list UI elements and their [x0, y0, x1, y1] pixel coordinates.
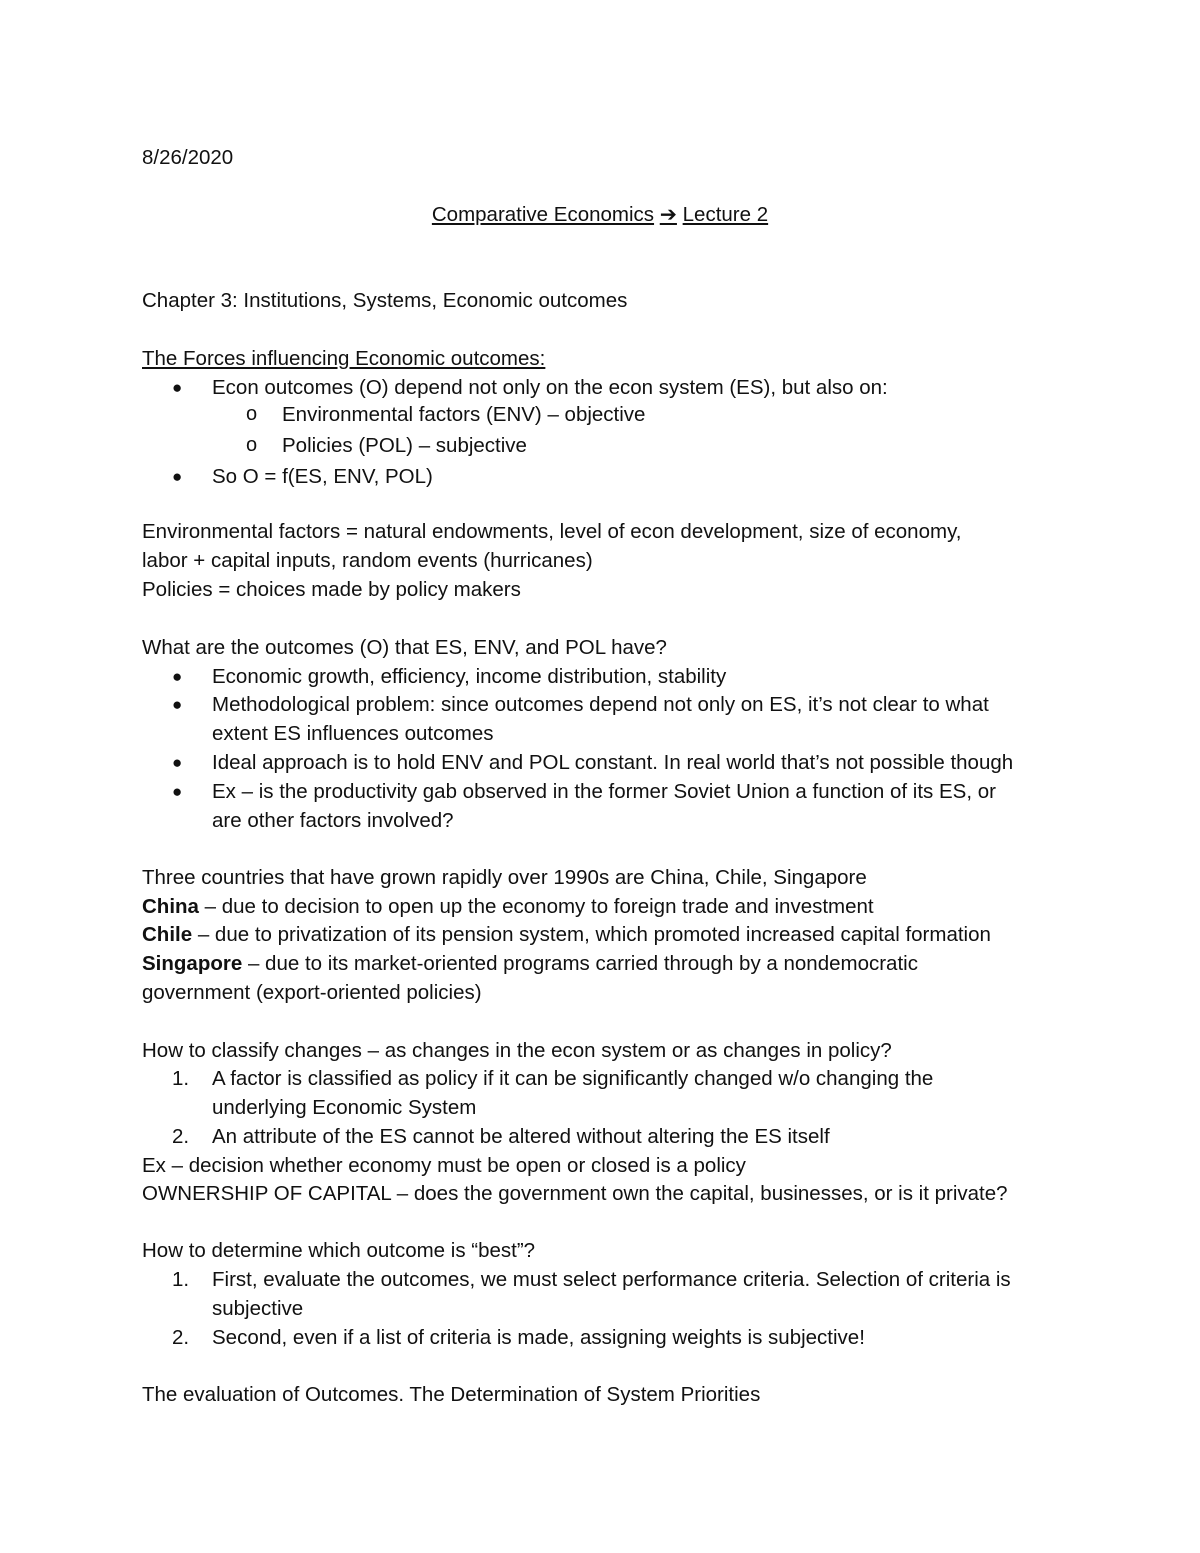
classify-item-2: An attribute of the ES cannot be altered without altering the ES itself	[212, 1125, 830, 1148]
page-title	[142, 200, 1058, 229]
singapore-line	[142, 949, 918, 978]
forces-heading: The Forces influencing Economic outcomes:	[142, 347, 546, 370]
ownership-line: OWNERSHIP OF CAPITAL – does the government own the capital, businesses, or is it private?	[142, 1182, 1008, 1205]
policies-definition: Policies = choices made by policy makers	[142, 578, 521, 601]
date: 8/26/2020	[142, 146, 234, 169]
bullet-icon: ●	[172, 378, 183, 397]
chile-label: Chile	[142, 923, 193, 946]
classify-item-1-line-2: underlying Economic System	[212, 1096, 477, 1119]
outcomes-bullet-2-line-1: Methodological problem: since outcomes depend not only on ES, it’s not clear to what	[212, 693, 989, 716]
list-number: 1.	[172, 1268, 190, 1291]
forces-bullet-2: So O = f(ES, ENV, POL)	[212, 465, 433, 488]
best-question: How to determine which outcome is “best”?	[142, 1239, 536, 1262]
classify-item-1-line-1: A factor is classified as policy if it can be significantly changed w/o changing the	[212, 1067, 934, 1090]
closing-heading: The evaluation of Outcomes. The Determination of System Priorities	[142, 1383, 761, 1406]
forces-bullet-1: Econ outcomes (O) depend not only on the econ system (ES), but also on:	[212, 376, 888, 399]
outcomes-bullet-1: Economic growth, efficiency, income distribution, stability	[212, 665, 727, 688]
countries-intro: Three countries that have grown rapidly over 1990s are China, Chile, Singapore	[142, 866, 867, 889]
bullet-icon: ●	[172, 695, 183, 714]
arrow-icon: ➔	[659, 203, 677, 226]
chapter-heading: Chapter 3: Institutions, Systems, Economic outcomes	[142, 289, 628, 312]
bullet-icon: ●	[172, 753, 183, 772]
title-right: Lecture 2	[682, 203, 769, 226]
outcomes-bullet-3: Ideal approach is to hold ENV and POL constant. In real world that’s not possible though	[212, 751, 1014, 774]
list-number: 2.	[172, 1125, 190, 1148]
best-item-1-line-1: First, evaluate the outcomes, we must select performance criteria. Selection of criteria is	[212, 1268, 1011, 1291]
classify-question: How to classify changes – as changes in the econ system or as changes in policy?	[142, 1039, 892, 1062]
bullet-icon: ●	[172, 667, 183, 686]
best-item-1-line-2: subjective	[212, 1297, 304, 1320]
outcomes-bullet-4-line-2: are other factors involved?	[212, 809, 454, 832]
best-item-2: Second, even if a list of criteria is made, assigning weights is subjective!	[212, 1326, 865, 1349]
env-definition-line-2: labor + capital inputs, random events (hurricanes)	[142, 549, 593, 572]
list-number: 2.	[172, 1326, 190, 1349]
env-definition-line-1: Environmental factors = natural endowments, level of econ development, size of economy,	[142, 520, 962, 543]
singapore-label: Singapore	[142, 952, 243, 975]
bullet-icon: ●	[172, 782, 183, 801]
china-line	[142, 892, 874, 921]
outcomes-bullet-4-line-1: Ex – is the productivity gab observed in the former Soviet Union a function of its ES, or	[212, 780, 996, 803]
forces-sub-1: Environmental factors (ENV) – objective	[282, 403, 646, 426]
title-left: Comparative Economics	[431, 203, 655, 226]
sub-bullet-icon: o	[246, 403, 258, 425]
outcomes-bullet-2-line-2: extent ES influences outcomes	[212, 722, 494, 745]
forces-sub-2: Policies (POL) – subjective	[282, 434, 527, 457]
sub-bullet-icon: o	[246, 434, 258, 456]
classify-example: Ex – decision whether economy must be open or closed is a policy	[142, 1154, 746, 1177]
singapore-line-2: government (export-oriented policies)	[142, 981, 482, 1004]
list-number: 1.	[172, 1067, 190, 1090]
china-text: – due to decision to open up the economy to foreign trade and investment	[198, 895, 874, 918]
outcomes-question: What are the outcomes (O) that ES, ENV, and POL have?	[142, 636, 667, 659]
chile-text: – due to privatization of its pension system, which promoted increased capital formation	[192, 923, 991, 946]
singapore-text: – due to its market-oriented programs carried through by a nondemocratic	[242, 952, 918, 975]
bullet-icon: ●	[172, 467, 183, 486]
china-label: China	[142, 895, 199, 918]
chile-line	[142, 920, 991, 949]
